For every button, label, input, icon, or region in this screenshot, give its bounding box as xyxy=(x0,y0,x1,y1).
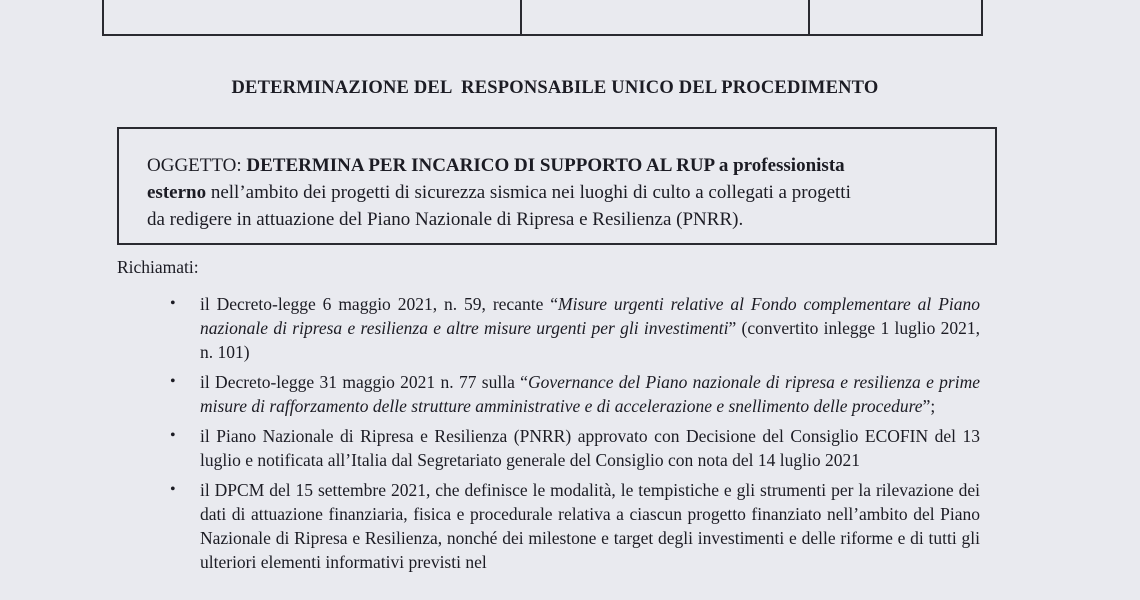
oggetto-line-3: da redigere in attuazione del Piano Nazionale di Ripresa e Resilienza (PNRR). xyxy=(147,209,744,230)
oggetto-label: OGGETTO: xyxy=(147,155,247,176)
item-text: il Decreto-legge 6 maggio 2021, n. 59, recante “ xyxy=(200,294,559,314)
list-item xyxy=(170,424,980,472)
bullet-icon: • xyxy=(170,427,176,444)
oggetto-box xyxy=(117,127,997,245)
richiamati-list xyxy=(170,292,980,580)
bullet-icon: • xyxy=(170,295,176,312)
list-item xyxy=(170,370,980,418)
oggetto-bold-2: esterno xyxy=(147,182,207,203)
item-text: il Piano Nazionale di Ripresa e Resilienza (PNRR) approvato con Decisione del Consiglio ECOFIN del 13 luglio e notificata all’Italia dal Segretariato generale del Consiglio con nota del 14 luglio 2021 xyxy=(200,426,980,470)
oggetto-line-2 xyxy=(147,179,995,206)
item-text-end: ” (convertito inlegge 1 luglio 2021, n. 101) xyxy=(200,318,981,362)
list-item xyxy=(170,478,980,574)
header-table xyxy=(102,0,983,36)
table-divider xyxy=(520,0,522,34)
item-text: il DPCM del 15 settembre 2021, che definisce le modalità, le tempistiche e gli strumenti per la rilevazione dei dati di attuazione finanziaria, fisica e procedurale relativa a ciascun progetto finanziato nell’ambito del Piano Nazionale di Ripresa e Resilienza, nonché dei milestone e target degli investimenti e delle riforme e di tutti gli ulteriori elementi informativi previsti nel xyxy=(200,480,980,572)
richiamati-label: Richiamati: xyxy=(117,257,199,277)
list-item xyxy=(170,292,980,364)
oggetto-text-1: nell’ambito dei progetti di sicurezza sismica nei luoghi di culto a collegati a progetti xyxy=(206,182,851,203)
table-divider xyxy=(808,0,810,34)
item-italic: Governance del Piano nazionale di ripresa e resilienza e prime misure di rafforzamento delle strutture amministrative e di accelerazione e snellimento delle procedure xyxy=(200,372,981,416)
bullet-icon: • xyxy=(170,481,176,498)
item-italic: Misure urgenti relative al Fondo complementare al Piano nazionale di ripresa e resilienza e altre misure urgenti per gli investimenti xyxy=(200,294,980,338)
document-title: DETERMINAZIONE DEL RESPONSABILE UNICO DEL PROCEDIMENTO xyxy=(231,78,879,98)
bullet-icon: • xyxy=(170,373,176,390)
item-text-end: ”; xyxy=(922,396,936,416)
oggetto-line-1 xyxy=(147,152,995,179)
oggetto-bold-1: DETERMINA PER INCARICO DI SUPPORTO AL RUP a professionista xyxy=(246,155,845,176)
item-text: il Decreto-legge 31 maggio 2021 n. 77 sulla “ xyxy=(200,372,528,392)
